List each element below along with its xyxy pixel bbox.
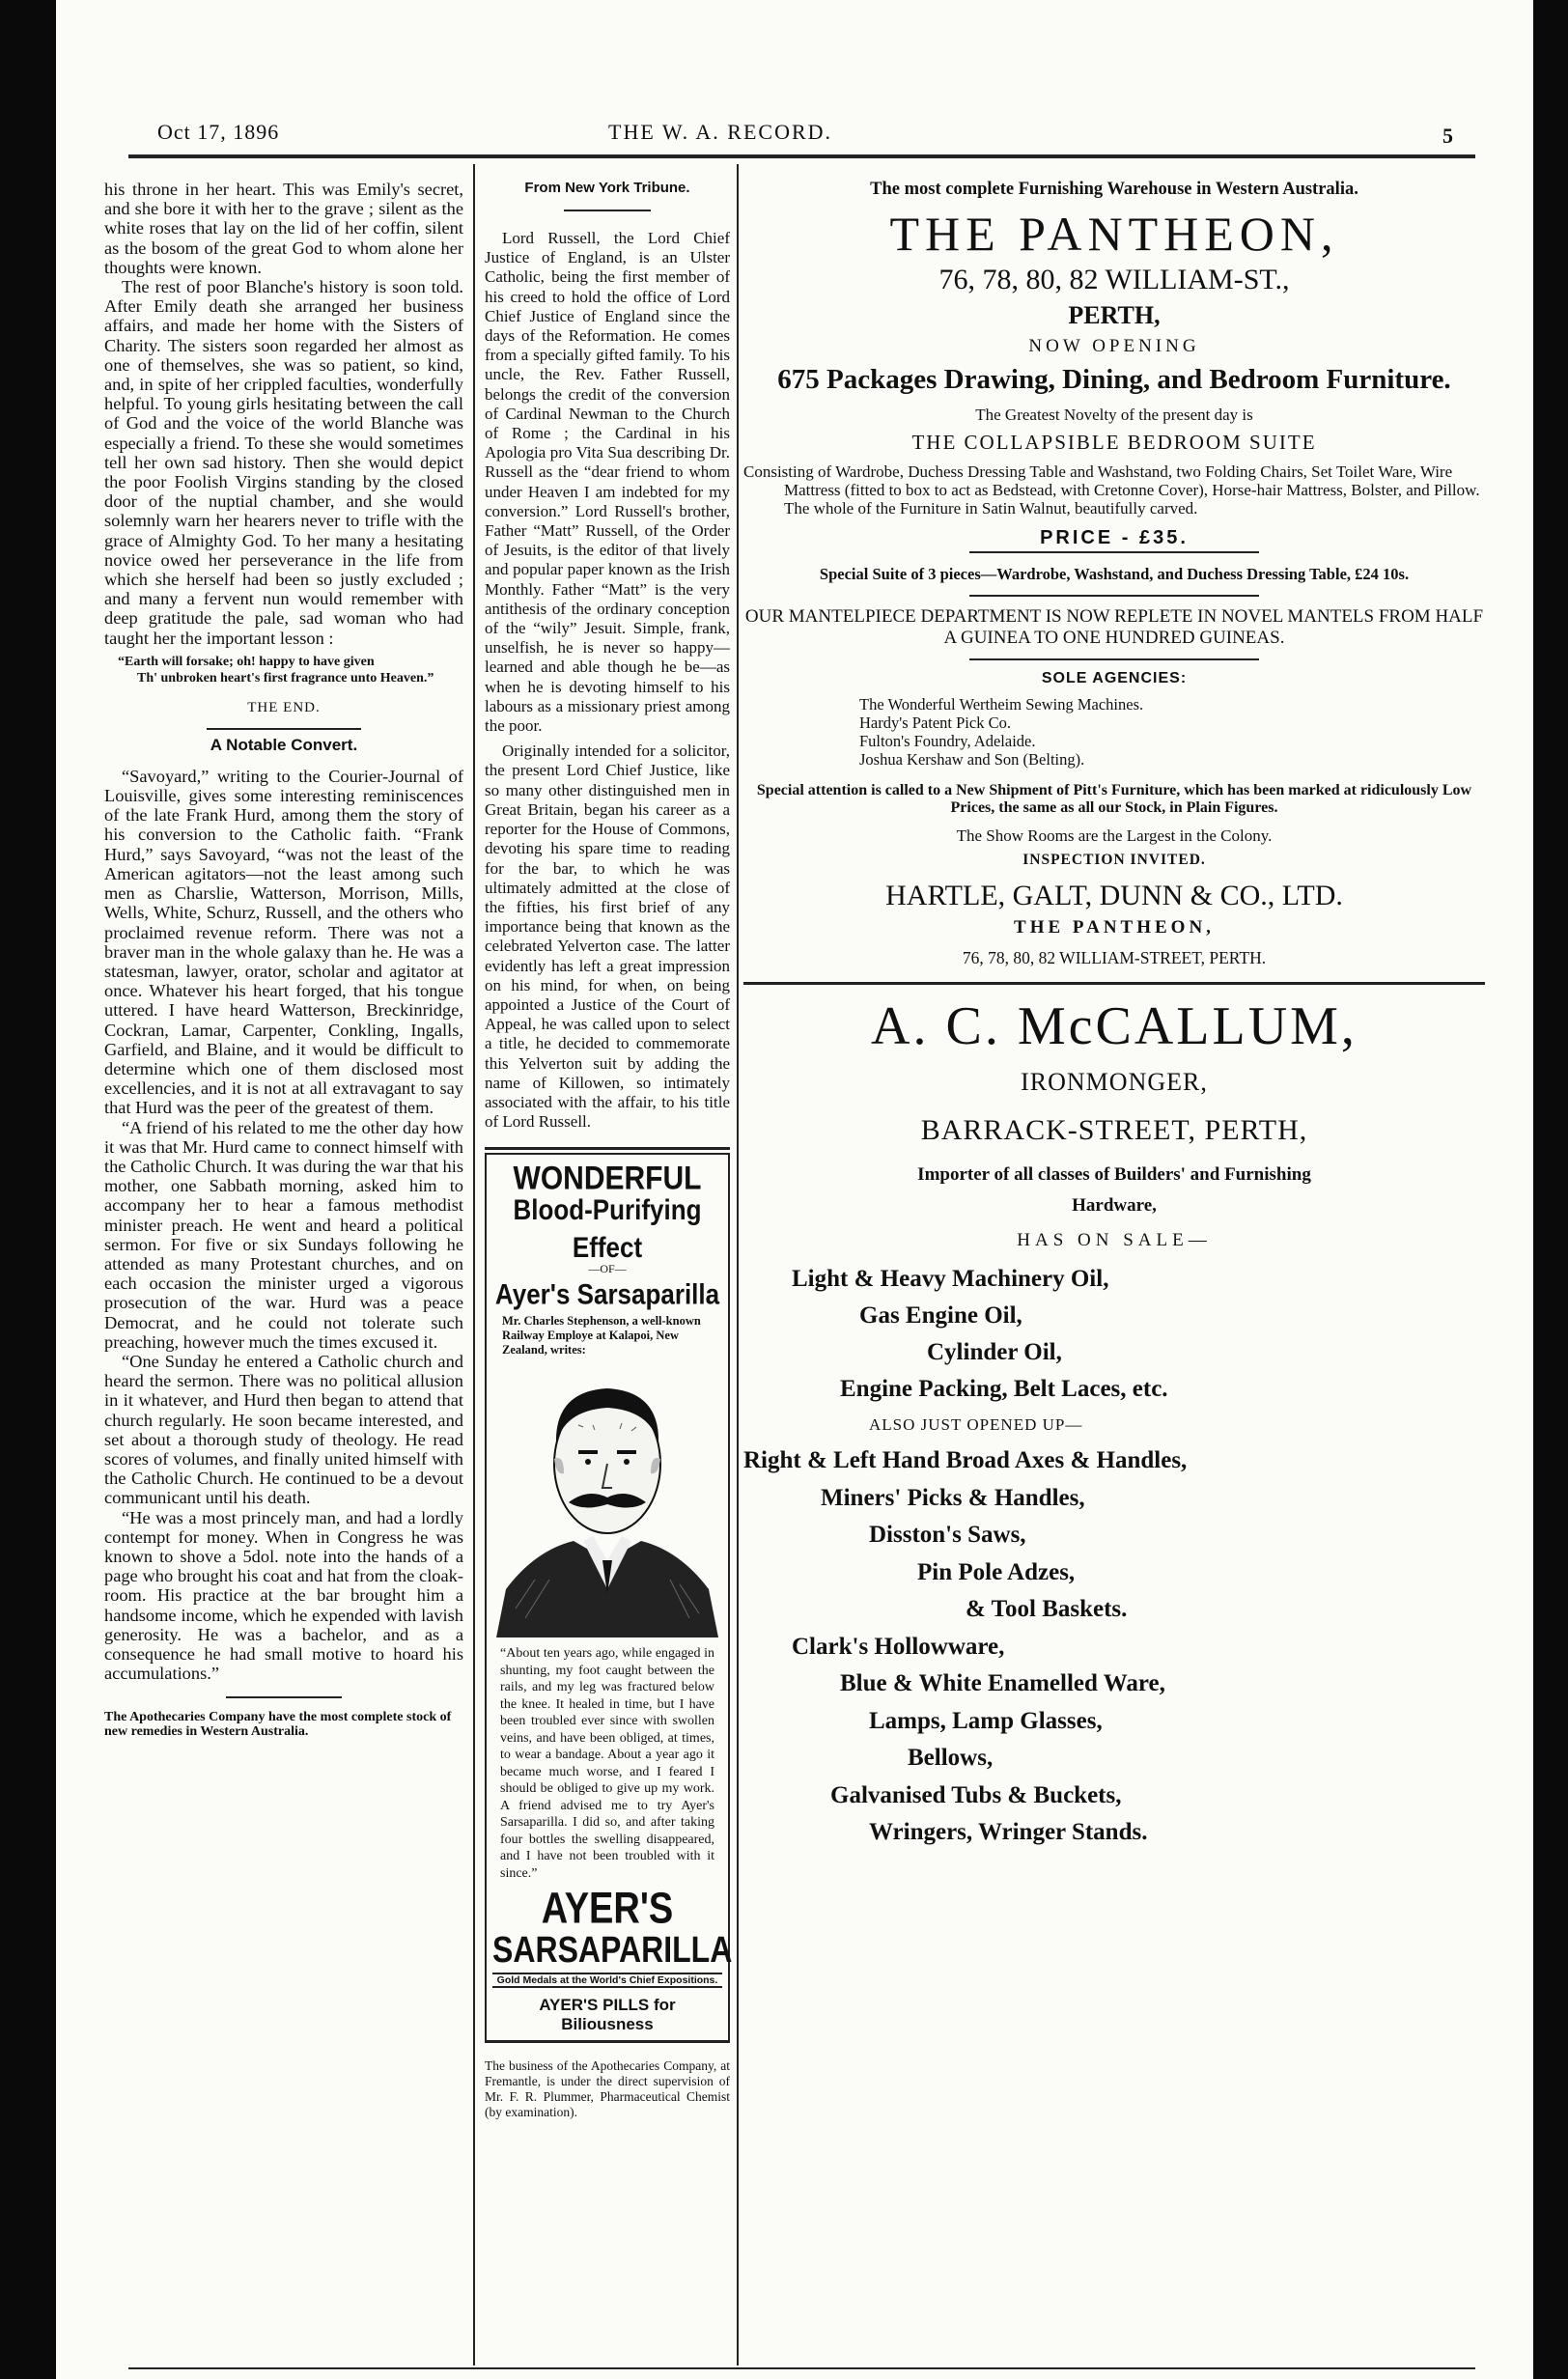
header-rule: [128, 154, 1475, 158]
product-item: Disston's Saws,: [869, 1522, 1026, 1548]
pantheon-address-footer: 76, 78, 80, 82 WILLIAM-STREET, PERTH.: [962, 948, 1267, 967]
pantheon-agency-list: [743, 695, 1485, 769]
ad-subheadline: Blood-Purifying Effect: [513, 1192, 702, 1265]
pantheon-name-footer: THE PANTHEON,: [1014, 917, 1215, 938]
pantheon-packages: 675 Packages Drawing, Dining, and Bedroom Furniture.: [777, 364, 1451, 395]
section-rule: [226, 1696, 342, 1698]
product-item: Galvanised Tubs & Buckets,: [830, 1781, 1122, 1808]
section-rule: [564, 210, 651, 211]
pantheon-company: HARTLE, GALT, DUNN & CO., LTD.: [885, 880, 1343, 911]
product-item: Cylinder Oil,: [927, 1339, 1062, 1365]
column-divider-2: [737, 164, 739, 2365]
article-paragraph: “Savoyard,” writing to the Courier-Journal of Louisville, gives some interesting reminiscences of the late Frank Hurd, among them the story of his conversion to the Catholic faith. “Frank Hurd,” says Savoyard, “was not the least of the American agitators—not the least among such men as Charslie, Watterson, Morrison, Mills, Wells, White, Schurz, Russell, and the others who proclaimed revenue reform. There was not a braver man in the whole galaxy than he. He was a statesman, lawyer, orator, scholar and agitator at once. Whatever his heart forged, that his tongue uttered. I have heard Watterson, Breckinridge, Cockran, Lamar, Carpenter, Conkling, Ingalls, Garfield, and Blaine, and it would be difficult to determine which one of them disclosed most excellencies, and it is not at all extravagant to say that Hurd was the peer of the greatest of them.: [104, 766, 463, 1118]
bottom-rule: [128, 2367, 1475, 2369]
product-item: Right & Left Hand Broad Axes & Handles,: [743, 1447, 1188, 1473]
the-end: THE END.: [247, 699, 321, 715]
pantheon-advertisement: [743, 180, 1485, 1852]
ayers-sarsaparilla-ad: [485, 1155, 733, 2040]
newspaper-page: [56, 0, 1533, 2379]
section-rule: [485, 2040, 730, 2043]
portrait-illustration: [496, 1367, 718, 1637]
product-item: Engine Packing, Belt Laces, etc.: [840, 1376, 1168, 1402]
article-paragraph: “One Sunday he entered a Catholic church and heard the sermon. There was no political allusion in it whatever, and Hurd then began to attend that church regularly. He soon became interested, and set about a thorough study of theology. He read scores of volumes, and finally united himself with the Catholic Church. He continued to be a devout communicant until his death.: [104, 1351, 463, 1508]
pantheon-address: 76, 78, 80, 82 WILLIAM-ST.,: [938, 264, 1290, 295]
agency-item: The Wonderful Wertheim Sewing Machines.: [859, 695, 1144, 714]
pantheon-intro: The most complete Furnishing Warehouse in Western Australia.: [870, 180, 1358, 199]
section-rule: [743, 982, 1485, 985]
article-paragraph: “He was a most princely man, and had a lordly contempt for money. When in Congress he was known to shove a 5dol. note into the hands of a page who brought his coat and hat from the cloak-room. His practice at the bar brought him a handsome income, which he expended with lavish generosity. He was a bachelor, and as a consequence he had small motive to hoard his accumulations.”: [104, 1507, 463, 1684]
ad-brand-big: AYER'S: [541, 1885, 674, 1934]
product-item: Pin Pole Adzes,: [917, 1558, 1076, 1585]
page-date: Oct 17, 1896: [157, 120, 280, 144]
section-rule: [969, 595, 1259, 597]
pantheon-suite: THE COLLAPSIBLE BEDROOM SUITE: [911, 431, 1317, 454]
mccallum-street: BARRACK-STREET, PERTH,: [920, 1114, 1308, 1146]
pantheon-price: PRICE - £35.: [1040, 527, 1189, 548]
ad-of: —OF—: [588, 1262, 627, 1276]
article-paragraph: Originally intended for a solicitor, the present Lord Chief Justice, like so many other distinguished men in Great Britain, began his career as a reporter for the House of Commons, devoting his spare time to reading for the bar, to which he was ultimately admitted at the close of the fifties, his first brief of any importance being that known as the celebrated Yelverton case. The latter evidently has left a great impression on his mind, for when, on being appointed a Justice of the Court of Appeal, he was called upon to select a title, he decided to commemorate this Yelverton suit by adding the name of Killowen, so intimately associated with the affair, to his title of Lord Russell.: [485, 742, 730, 1132]
pantheon-novelty: The Greatest Novelty of the present day is: [975, 406, 1253, 424]
ad-headline: WONDERFUL: [513, 1160, 702, 1197]
ad-testimonial-intro: Mr. Charles Stephenson, a well-known Railway Employe at Kalapoi, New Zealand, writes:: [502, 1314, 701, 1357]
mccallum-on-sale: HAS ON SALE—: [1017, 1230, 1212, 1250]
page-number: 5: [1442, 124, 1453, 148]
pantheon-mantel: OUR MANTELPIECE DEPARTMENT IS NOW REPLETE IN NOVEL MANTELS FROM HALF A GUINEA TO ONE HUNDRED GUINEAS.: [744, 606, 1484, 648]
pantheon-city: PERTH,: [1068, 301, 1161, 329]
page-masthead: THE W. A. RECORD.: [608, 120, 833, 144]
pantheon-inspection: INSPECTION INVITED.: [1022, 852, 1206, 868]
ad-brand-big: SARSAPARILLA: [492, 1928, 733, 1971]
ad-product-name: Ayer's Sarsaparilla: [494, 1277, 720, 1311]
column-footer-note: The Apothecaries Company have the most complete stock of new remedies in Western Australia.: [104, 1710, 452, 1740]
column-footer-note: The business of the Apothecaries Company, at Fremantle, is under the direct supervision of Mr. F. R. Plummer, Pharmaceutical Chemist (by examination).: [485, 2058, 730, 2120]
mccallum-list-1: [743, 1261, 1485, 1408]
product-item: Clark's Hollowware,: [792, 1633, 1005, 1660]
section-rule: [485, 1147, 730, 1150]
verse-line: “Earth will forsake; oh! happy to have given: [118, 654, 375, 669]
product-item: Wringers, Wringer Stands.: [869, 1819, 1148, 1845]
product-item: Gas Engine Oil,: [859, 1302, 1022, 1329]
story-ending-paragraph: his throne in her heart. This was Emily's secret, and she bore it with her to the grave ; silent as the white roses that lay on the lid of her coffin, silent as the bosom of the great God to whom alone her thoughts were known.: [104, 180, 463, 277]
mccallum-name: A. C. McCALLUM,: [871, 996, 1358, 1056]
section-rule: [969, 658, 1259, 660]
column-1: [104, 180, 463, 1739]
mccallum-also: ALSO JUST OPENED UP—: [869, 1415, 1083, 1434]
ad-testimonial-quote: “About ten years ago, while engaged in shunting, my foot caught between the rails, and my leg was fractured below the knee. It healed in time, but I have been troubled ever since with swollen veins, and have been obliged, at times, to wear a bandage. About a year ago it became much worse, and I feared I should be obliged to give up my work. A friend advised me to try Ayer's Sarsaparilla. I did so, and after taking four bottles the swelling disappeared, and I have not been troubled with it since.”: [500, 1646, 714, 1881]
ad-medals: Gold Medals at the World's Chief Expositions.: [492, 1973, 722, 1988]
column-2: [485, 180, 733, 2120]
pantheon-attention: Special attention is called to a New Shipment of Pitt's Furniture, which has been marked at ridiculously Low Prices, the same as all our Stock, in Plain Figures.: [756, 782, 1472, 816]
product-item: Lamps, Lamp Glasses,: [869, 1707, 1103, 1734]
pantheon-now-opening: NOW OPENING: [1028, 336, 1200, 356]
mccallum-hardware: Hardware,: [1072, 1195, 1157, 1216]
mccallum-list-2: [743, 1442, 1485, 1852]
man-portrait-icon: [496, 1367, 718, 1637]
pantheon-showrooms: The Show Rooms are the Largest in the Colony.: [956, 826, 1273, 845]
product-item: & Tool Baskets.: [966, 1596, 1128, 1622]
article-paragraph: Lord Russell, the Lord Chief Justice of England, is an Ulster Catholic, being the first member of his creed to hold the office of Lord Chief Justice of England since the days of the Reformation. He comes from a specially gifted family. To his uncle, the Rev. Father Russell, belongs the credit of the conversion of Cardinal Newman to the Church of Rome ; the Cardinal in his Apologia pro Vita Sua describing Dr. Russell as the “dear friend to whom under Heaven I am indebted for my conversion.” Lord Russell's brother, Father “Matt” Russell, of the Order of Jesuits, is the editor of that lively and popular paper known as the Irish Monthly. Father “Matt” is the very antithesis of the ordinary conception of the “wily” Jesuit. Simple, frank, unselfish, he is never so happy—learned and able though he be—as when he is devoting himself to his labours as a missionary priest among the poor.: [485, 229, 730, 736]
article-heading: From New York Tribune.: [524, 180, 690, 196]
mccallum-trade: IRONMONGER,: [1021, 1068, 1208, 1096]
column-divider-1: [473, 164, 475, 2365]
ad-pills: AYER'S PILLS for Biliousness: [539, 1996, 676, 2034]
section-rule: [969, 551, 1259, 553]
section-rule: [207, 728, 361, 730]
agency-item: Joshua Kershaw and Son (Belting).: [859, 750, 1085, 769]
product-item: Miners' Picks & Handles,: [821, 1484, 1085, 1511]
agency-item: Fulton's Foundry, Adelaide.: [859, 732, 1036, 750]
verse-line: Th' unbroken heart's first fragrance unto Heaven.”: [137, 670, 434, 686]
product-item: Blue & White Enamelled Ware,: [840, 1670, 1165, 1696]
pantheon-name: THE PANTHEON,: [889, 207, 1339, 261]
mccallum-importer: Importer of all classes of Builders' and Furnishing: [917, 1164, 1311, 1185]
story-paragraph: The rest of poor Blanche's history is soon told. After Emily death she arranged her business affairs, and made her home with the Sisters of Charity. The sisters soon regarded her almost as one of themselves, she was so patient, so kind, and, in spite of her crippled faculties, wonderfully helpful. To young girls hesitating between the call of God and the voice of the world Blanche was especially a friend. To these she would sometimes tell her own sad history. Then she would depict the poor Foolish Virgins standing by the closed door of the nuptial chamber, and she would solemnly warn her hearers never to trifle with the grace of Almighty God. To her many a hesitating novice owed her perseverance in the life from which she herself had been so justly excluded ; and many a fervent nun would remember with deep gratitude the pale, sad woman who had taught her the important lesson :: [104, 277, 463, 648]
article-heading: A Notable Convert.: [210, 735, 358, 754]
article-paragraph: “A friend of his related to me the other day how it was that Mr. Hurd came to connect himself with the Catholic Church. It was during the war that his mother, one Sabbath morning, asked him to accompany her to hear a famous methodist minister preach. He went and heard a political sermon. For five or six Sundays following he attended as many Protestant churches, and on each occasion the minister urged a vigorous prosecution of the war. Hurd was a peace Democrat, and he could not tolerate such preaching, however much the times excused it.: [104, 1117, 463, 1352]
pantheon-special-suite: Special Suite of 3 pieces—Wardrobe, Washstand, and Duchess Dressing Table, £24 10s.: [819, 565, 1410, 583]
product-item: Bellows,: [908, 1745, 994, 1771]
agency-item: Hardy's Patent Pick Co.: [859, 714, 1011, 732]
pantheon-consisting: Consisting of Wardrobe, Duchess Dressing Table and Washstand, two Folding Chairs, Set Toilet Ware, Wire Mattress (fitted to box to act as Bedstead, with Cretonne Cover), Horse-hair Mattress, Bolster, and Pillow. The whole of the Furniture in Satin Walnut, beautifully carved.: [743, 462, 1480, 518]
product-item: Light & Heavy Machinery Oil,: [792, 1266, 1109, 1292]
mccallum-advertisement: [743, 993, 1485, 1852]
pantheon-sole-agencies: SOLE AGENCIES:: [1041, 670, 1188, 686]
